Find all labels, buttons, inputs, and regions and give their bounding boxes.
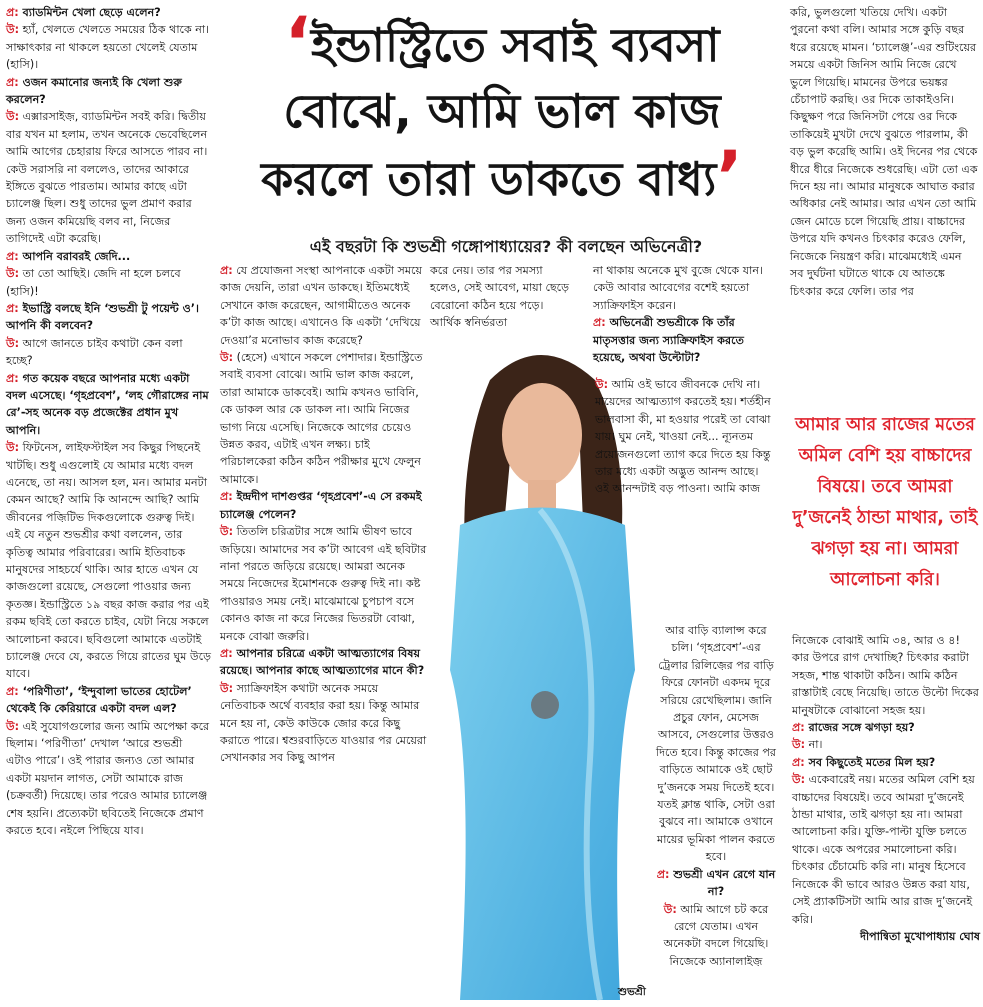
question: প্র: ইন্দ্রদীপ দাশগুপ্তর ‘গৃহপ্রবেশ’-এ সে রকমই চ্যালেঞ্জ পেলেন? — [220, 490, 422, 521]
answer: উ: (হেসে) এখানে সকলে পেশাদার। ইন্ডাস্ট্রিতে সবাই ব্যবসা বোঝে। আমি ভাল কাজ করলে, তারা আমাকে ডাকবেই। আমি কখনও ভাবিনি, কে ডাকল আর কে ডাকল না। আমি নিজের ভাগ্য নিয়ে এসেছি। নিজেকে আগের চেয়েও উন্নত করব, এটাই এখন লক্ষ্য। চাই পরিচালকেরা কঠিন কঠিন পরীক্ষার মুখে ফেলুন আমাকে। — [220, 351, 423, 486]
answer: উ: আমি আগে চট করে রেগে যেতাম। এখন অনেকটা বদলে গিয়েছি। নিজেকে অ্যানালাইজ় — [663, 902, 769, 968]
pull-quote: আমার আর রাজের মতের অমিল বেশি হয় বাচ্চাদের বিষয়ে। তবে আমরা দু’জনেই ঠান্ডা মাথার, তাই ঝগড়া হয় না। আমরা আলোচনা করি। — [792, 415, 978, 590]
body-text: না থাকায় অনেকে মুখ বুজে থেকে যান। কেউ আবার আবেগের বশেই হয়তো স্যাক্রিফাইস করেন। — [593, 264, 763, 312]
column-4 — [593, 262, 779, 374]
photo-credit: শুভশ্রী — [618, 986, 646, 998]
question: প্র: আপনার চরিত্রে একটা আত্মত্যাগের বিষয় রয়েছে। আপনার কাছে আত্মত্যাগের মানে কী? — [220, 646, 425, 678]
answer: উ: এই সুযোগগুলোর জন্য আমি অপেক্ষা করে ছিলাম। ‘পরিণীতা’ দেখাল ‘আরে শুভশ্রী এটাও পারে’। ওই পারার জন্যও তো আমার একটা ময়দান লাগত, সেটা আমাকে রাজ (চক্রবর্তী) দিয়েছে। তার পরেও আমার চ্যালেঞ্জ শেষ হয়নি। প্রত্যেকটা ছবিতেই নিজেকে প্রমাণ করতে হবে। নইলে পিছিয়ে যাব। — [6, 719, 210, 838]
column-4-answer — [595, 376, 773, 622]
close-quote-mark: ’ — [716, 136, 743, 218]
question: প্র: ‘পরিণীতা’, ‘ইন্দুবালা ভাতের হোটেল’ থেকেই কি কেরিয়ারে একটা বদল এল? — [6, 684, 192, 716]
headline-line-3: করলে তারা ডাকতে বাধ্য — [261, 152, 717, 206]
answer: উ: আমি ওই ভাবে জীবনকে দেখি না। মায়েদের আত্মত্যাগ করতেই হয়। শর্তহীন ভালবাসা কী, মা হওয়ার পরেই তা বোঝা যায়। ঘুম নেই, খাওয়া নেই... ন্যূনতম প্রয়োজনগুলো ত্যাগ করে দিতে হয় কিন্তু তার মধ্যে একটা অদ্ভুত আনন্দ আছে। ওই আনন্দটাই বড় পাওনা। আমি কাজ — [595, 378, 771, 496]
open-quote-mark: ‘ — [284, 2, 311, 84]
column-5-lower — [792, 632, 980, 1002]
column-3 — [430, 262, 570, 330]
body-text: করে নেয়। তার পর সমস্যা হলেও, সেই আবেগ, মায়া ছেড়ে বেরোনো কঠিন হয়ে পড়ে। আর্থিক স্বনির্ভরতা — [430, 264, 570, 330]
column-5 — [790, 4, 978, 396]
answer: উ: না। — [792, 738, 823, 752]
answer: উ: একেবারেই নয়। মতের অমিল বেশি হয় বাচ্চাদের বিষয়েই। তবে আমরা দু’জনেই ঠান্ডা মাথার, তাই ঝগড়া হয় না। আমরা আলোচনা করি। যুক্তি-পাল্টা যুক্তি চলতে থাকে। একে অপরের সমালোচনা করি। চিৎকার চেঁচামেচি করি না। মানুষ হিসেবে নিজেকে কী ভাবে আরও উন্নত করা যায়, সেই প্র্যাকটিসটা আমি আর রাজ দু’জনেই করি। — [792, 773, 975, 926]
question: প্র: যে প্রযোজনা সংস্থা আপনাকে একটা সময়ে কাজ দেয়নি, তারা এখন ডাকছে। ইতিমধ্যেই সেখানে কাজ করেছেন, আগামীতেও অনেক ক’টা কাজ আছে। এখানেও কি একটা ‘দেখিয়ে দেওয়া’র মনোভাব কাজ করেছে? — [220, 264, 423, 347]
body-text: করি, ভুলগুলো খতিয়ে দেখি। একটা পুরনো কথা বলি। আমার সঙ্গে কুড়ি বছর ধরে রয়েছে মামন। ‘চ্যালেঞ্জ’-এর শুটিংয়ের সময়ে একটা জিনিস আমি নিজে রেখে ভুলে গিয়েছি। মামনের উপরে ভয়ঙ্কর চেঁচাপাট করছি। ওর দিকে তাকাইওনি। কিছুক্ষণ পরে জিনিসটা পেয়ে ওর দিকে তাকিয়েই মুখটা দেখে বুঝতে পারলাম, কী বড় ভুল করেছি আমি। ওই দিনের পর থেকে ধীরে ধীরে নিজেকে শুধরেছি। এটা তো এক দিনে হয় না। আমার মানুষকে আঘাত করার অধিকার নেই আমার। আর এখন তো আমি জেন মোডে চলে গিয়েছি প্রায়। বাচ্চাদের উপরে যদি কখনও চিৎকার করেও ফেলি, নিজেকে নিয়ন্ত্রণ করি। মাঝেমধ্যেই এমন সব দুর্ঘটনা ঘটাতে থাকে যে আতঙ্কে চিৎকার করে ফেলি। তার পর — [790, 6, 978, 298]
headline-line-1: ইন্ডাস্ট্রিতে সবাই ব্যবসা — [311, 18, 720, 72]
headline — [218, 2, 786, 218]
question: প্র: শুভশ্রী এখন রেগে যান না? — [656, 867, 776, 899]
question: প্র: ব্যাডমিন্টন খেলা ছেড়ে এলেন? — [6, 6, 161, 19]
body-text: আর বাড়ি ব্যালান্স করে চলি। ‘গৃহপ্রবেশ’-এর ট্রেলার রিলিজ়ের পর বাড়ি ফিরে ফোনটা একদম দূরে সরিয়ে রেখেছিলাম। জানি প্রচুর ফোন, মেসেজ আসবে, সেগুলোর উত্তরও দিতে হবে। কিন্তু কাজের পর বাড়িতে আমাকে ওই ছোট দু’জনকে সময় দিতেই হবে। যতই ক্লান্ত থাকি, সেটা ওরা বুঝবে না। আমাকে ওখানে মায়ের ভূমিকা পালন করতে হবে। — [656, 624, 776, 864]
answer: উ: ফিটনেস, লাইফস্টাইল সব কিছুর পিছনেই খাটছি। শুধু এগুলোই যে আমার মধ্যে বদল এনেছে, তা নয়। আসল হল, মন। আমার মনটা কেমন আছে? আমি কি আনন্দে আছি? আমি জীবনের পজ়িটিভ দিকগুলোকে গুরুত্ব দিই। এই যে নতুন শুভশ্রীর কথা বললেন, তার কৃতিত্ব আমার পরিবারের। আমি ইতিবাচক মানুষদের সাহচর্যে থাকি। আর হাতে এখন যে কাজগুলো রয়েছে, সেগুলো পাওয়ার জন্য কৃতজ্ঞ। ইন্ডাস্ট্রিতে ১৯ বছর কাজ করার পর এই রকম ছবিই তো করতে চাইব, যেটা নিয়ে সকলে আলোচনা করবে। ছবিগুলো আমাকে এতটাই চ্যালেঞ্জ দেবে যে, করতে গিয়ে রাতের ঘুম উড়ে যাবে। — [6, 441, 212, 681]
question: প্র: আপনি বরাবরই জেদি... — [6, 249, 131, 263]
byline: দীপান্বিতা মুখোপাধ্যায় ঘোষ — [860, 929, 980, 943]
question: প্র: ওজন কমানোর জন্যই কি খেলা শুরু করলেন? — [6, 75, 182, 107]
question: প্র: গত কয়েক বছরে আপনার মধ্যে একটা বদল এসেছে। ‘গৃহপ্রবেশ’, ‘লহ গৌরাঙ্গের নাম রে’-সহ অনেক বড় প্রজেক্টের প্রধান মুখ আপনি। — [6, 371, 209, 437]
column-4-lower — [655, 622, 777, 1002]
question: প্র: রাজের সঙ্গে ঝগড়া হয়? — [792, 721, 915, 735]
answer: উ: এক্সারসাইজ়, ব্যাডমিন্টন সবই করি। দ্বিতীয় বার যখন মা হলাম, তখন অনেকে ভেবেছিলেন আমি আগের চেহারায় ফিরে আসতে পারব না। কেউ সরাসরি না বললেও, তাদের আকারে ইঙ্গিতে বুঝতে পারতাম। আমার কাছে এটা চ্যালেঞ্জ ছিল। শুধু তাদের ভুল প্রমাণ করার জন্য ওজন কমিয়েছি বলব না, নিজের তাগিদেই এটা করেছি। — [6, 110, 208, 246]
question: প্র: ইভাস্ট্রি বলছে ইনি ‘শুভশ্রী টু পয়েন্ট ও’। আপনি কী বলবেন? — [6, 301, 199, 333]
answer: উ: তিতলি চরিত্রটার সঙ্গে আমি ভীষণ ভাবে জড়িয়ে। আমাদের সব ক’টা আবেগ এই ছবিটার নানা পরতে জড়িয়ে রয়েছে। আমরা অনেক সময়ে নিজেদের ইমোশনকে গুরুত্ব দিই না। কষ্ট পাওয়ারও সময় নেই। মাঝেমাঝে চুপচাপ বসে কোনও কাজ না করে নিজের ভিতরটা বোঝা, মনকে বোঝা জরুরি। — [220, 525, 427, 643]
column-2 — [220, 262, 427, 1002]
question: প্র: অভিনেত্রী শুভশ্রীকে কি তাঁর মাতৃসত্তার জন্য স্যাক্রিফাইস করতে হয়েছে, অথবা উল্টোটা? — [593, 316, 744, 365]
answer: উ: তা তো আছিই। জেদি না হলে চলবে (হাসি)! — [6, 267, 181, 298]
body-text: নিজেকে বোঝাই আমি ৩৪, আর ও ৪! কার উপরে রাগ দেখাচ্ছি? চিৎকার করাটা সহজ, শান্ত থাকাটা কঠিন। আমি কঠিন রাস্তাটাই বেছে নিয়েছি। তাতে উল্টো দিকের মানুষটাকে বোঝানো সহজ হয়। — [792, 634, 979, 717]
answer: উ: আগে জানতে চাইব কথাটা কেন বলা হচ্ছে? — [6, 336, 183, 368]
question: প্র: সব কিছুতেই মতের মিল হয়? — [792, 755, 936, 769]
subheadline: এই বছরটা কি শুভশ্রী গঙ্গোপাধ্যায়ের? কী বলছেন অভিনেত্রী? — [309, 237, 703, 256]
answer: উ: স্যাক্রিফাইস কথাটা অনেক সময়ে নেতিবাচক অর্থে ব্যবহার করা হয়। কিন্তু আমার মনে হয় না, কেউ কাউকে জোর করে কিছু করাতে পারে। শ্বশুরবাড়িতে যাওয়ার পর মেয়েরা সেখানকার সব কিছু আপন — [220, 681, 427, 765]
column-1 — [6, 4, 211, 1004]
headline-line-2: বোঝে, আমি ভাল কাজ — [283, 84, 721, 138]
answer: উ: হ্যাঁ, খেলতে খেলতে সময়ের ঠিক থাকে না। সাক্ষাৎকার না থাকলে হয়তো খেলেই যেতাম (হাসি)। — [6, 23, 210, 72]
